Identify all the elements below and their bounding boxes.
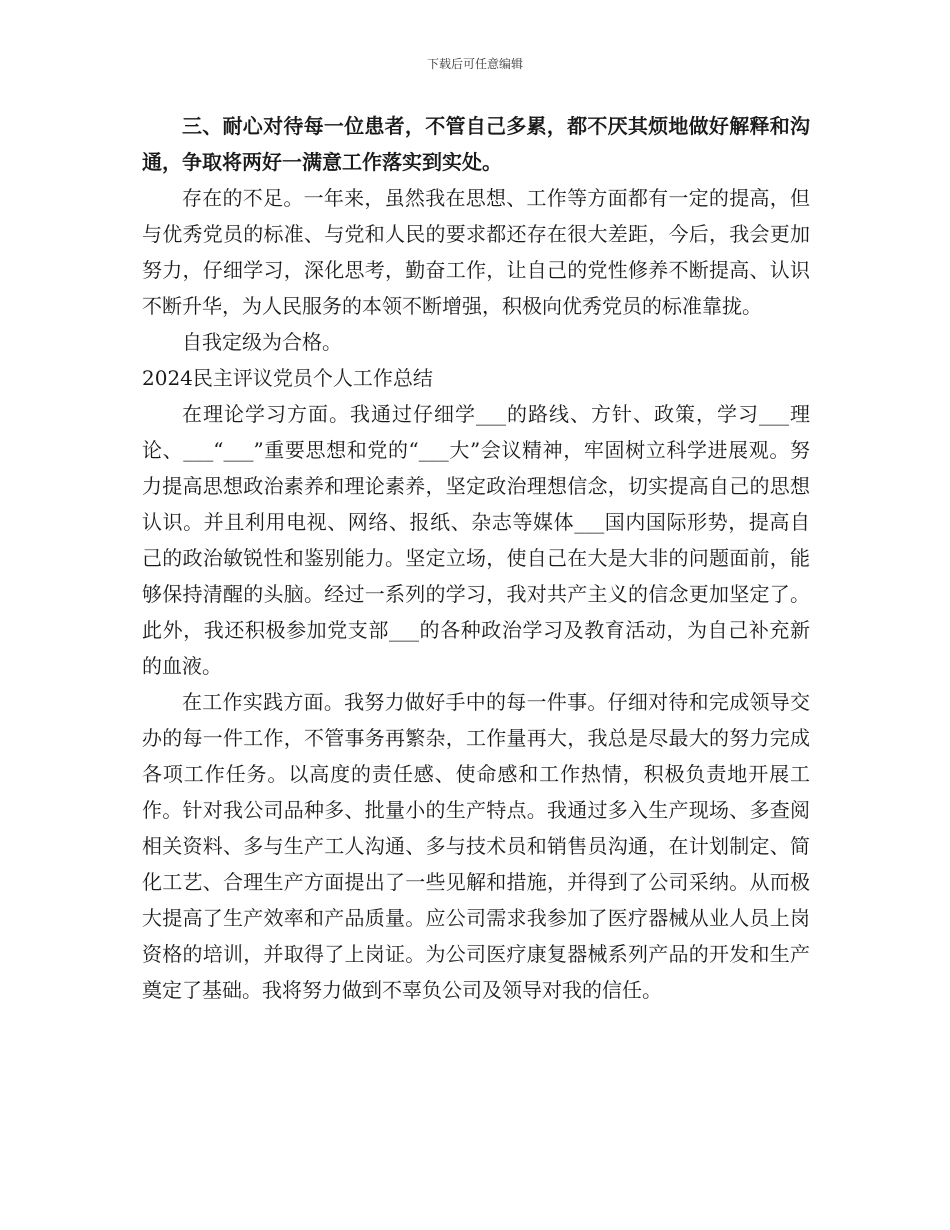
theory-study-paragraph: 在理论学习方面。我通过仔细学___的路线、方针、政策，学习___理论、___“___”重要思想和党的“___大”会议精神，牢固树立科学进展观。努力提高思想政治素养和理论素养，坚定政治理想信念，切实提高自己的思想认识。并且利用电视、网络、报纸、杂志等媒体___国内国际形势，提高自己的政治敏锐性和鉴别能力。坚定立场，使自己在大是大非的问题面前，能够保持清醒的头脑。经过一系列的学习，我对共产主义的信念更加坚定了。此外，我还积极参加党支部___的各种政治学习及教育活动，为自己补充新的血液。 <box>142 402 810 678</box>
header-note: 下载后可任意编辑 <box>426 57 523 71</box>
self-rating-paragraph: 自我定级为合格。 <box>182 330 342 354</box>
section-three-heading: 三、耐心对待每一位患者，不管自己多累，都不厌其烦地做好解释和沟通，争取将两好一满意工作落实到实处。 <box>142 114 810 174</box>
document-body <box>142 108 810 1008</box>
work-practice-paragraph: 在工作实践方面。我努力做好手中的每一件事。仔细对待和完成领导交办的每一件工作，不管事务再繁杂，工作量再大，我总是尽最大的努力完成各项工作任务。以高度的责任感、使命感和工作热情，积极负责地开展工作。针对我公司品种多、批量小的生产特点。我通过多入生产现场、多查阅相关资料、多与生产工人沟通、多与技术员和销售员沟通，在计划制定、简化工艺、合理生产方面提出了一些见解和措施，并得到了公司采纳。从而极大提高了生产效率和产品质量。应公司需求我参加了医疗器械从业人员上岗资格的培训，并取得了上岗证。为公司医疗康复器械系列产品的开发和生产奠定了基础。我将努力做到不辜负公司及领导对我的信任。 <box>142 690 810 1002</box>
shortcomings-paragraph: 存在的不足。一年来，虽然我在思想、工作等方面都有一定的提高，但与优秀党员的标准、与党和人民的要求都还存在很大差距，今后，我会更加努力，仔细学习，深化思考，勤奋工作，让自己的党性修养不断提高、认识不断升华，为人民服务的本领不断增强，积极向优秀党员的标准靠拢。 <box>142 186 810 318</box>
document-title: 2024民主评议党员个人工作总结 <box>142 366 433 390</box>
